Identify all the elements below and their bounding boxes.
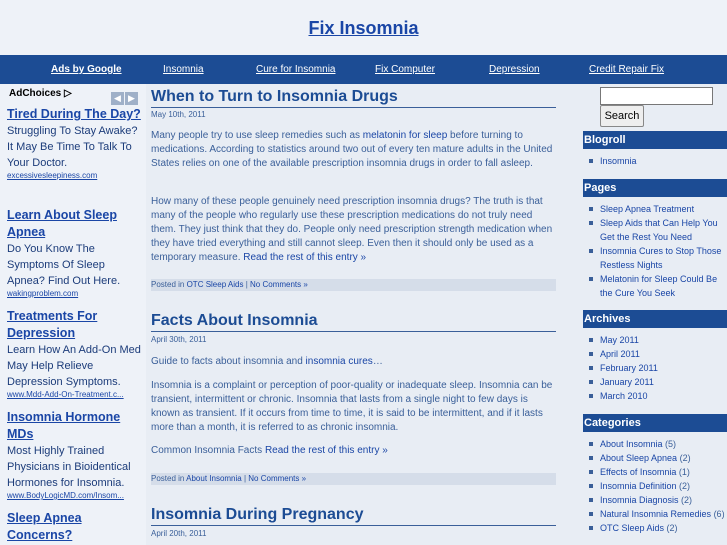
ad-description: Learn How An Add-On Med May Help Relieve Depression Symptoms. (7, 344, 141, 388)
post-text: Common Insomnia Facts (151, 445, 265, 456)
ad-description: Most Highly Trained Physicians in Bioidentical Hormones for Insomnia. (7, 445, 131, 489)
category-link[interactable]: OTC Sleep Aids (186, 280, 244, 289)
nav-link-insomnia[interactable]: Insomnia (163, 64, 204, 75)
ad-url[interactable]: excessivesleepiness.com (7, 171, 98, 180)
page-link[interactable]: Insomnia Cures to Stop Those Restless Nights (600, 246, 722, 270)
category-count: (2) (678, 495, 693, 505)
post-paragraph (151, 129, 556, 171)
archive-link[interactable]: February 2011 (600, 363, 658, 373)
categories-list (583, 437, 727, 535)
archive-link[interactable]: May 2011 (600, 335, 639, 345)
insomnia-cures-link[interactable]: insomnia cures (305, 356, 373, 367)
post-title[interactable]: When to Turn to Insomnia Drugs (151, 88, 556, 108)
ad-url[interactable]: www.BodyLogicMD.com/Insom... (7, 491, 124, 500)
post-text: Many people try to use sleep remedies such as (151, 130, 363, 141)
post-text: How many of these people genuinely need prescription insomnia drugs? The truth is that many of the people who regularly use these prescription medications do not truly need them. They just think that they do. People only need prescription strength medication when they have tried everything and still cannot sleep. Even then it should only be used as a temporary measure. (151, 196, 553, 263)
ad-url[interactable]: www.Mdd-Add-On-Treatment.c... (7, 390, 124, 399)
ad-prev-icon[interactable]: ◀ (111, 92, 124, 105)
archive-link[interactable]: January 2011 (600, 377, 654, 387)
list-item (583, 451, 727, 465)
archive-link[interactable]: April 2011 (600, 349, 640, 359)
ad-item (7, 510, 145, 544)
category-count: (2) (676, 481, 691, 491)
category-link[interactable]: Natural Insomnia Remedies (600, 509, 712, 519)
search-input[interactable] (600, 87, 713, 105)
nav-link-fix-computer[interactable]: Fix Computer (375, 64, 436, 75)
post-paragraph: Insomnia is a complaint or perception of poor-quality or inadequate sleep. Insomnia can be transient, intermittent or chronic. Insomnia that lasts from a single night to few days is known as transient. If it occurs from time to time, it is said to be intermittent, and if it lasts more than a month, it is referred to as chronic insomnia. (151, 380, 553, 433)
ad-title[interactable]: Treatments For Depression (7, 309, 98, 340)
post-text: Guide to facts about insomnia and (151, 356, 306, 367)
category-count: (2) (664, 523, 678, 533)
category-count: (6) (711, 509, 725, 519)
list-item (583, 216, 727, 244)
category-link[interactable]: Effects of Insomnia (600, 467, 677, 477)
category-count: (1) (676, 467, 690, 477)
archive-link[interactable]: March 2010 (600, 391, 648, 401)
meta-prefix: Posted in (151, 474, 187, 483)
nav-link-credit-repair-fix[interactable]: Credit Repair Fix (589, 64, 665, 75)
post-text: … (372, 356, 383, 367)
nav-link-cure-for-insomnia[interactable]: Cure for Insomnia (256, 64, 336, 75)
ad-item (7, 409, 145, 500)
ad-title[interactable]: Insomnia Hormone MDs (7, 410, 121, 441)
post-date: April 20th, 2011 (151, 529, 207, 538)
list-item (583, 493, 727, 507)
adchoices-icon: ▷ (64, 88, 72, 99)
archives-list (583, 333, 727, 403)
categories-title: Categories (583, 414, 727, 432)
ad-title[interactable]: Sleep Apnea Concerns? (7, 511, 82, 542)
read-more-link[interactable]: Read the rest of this entry » (243, 252, 367, 263)
post-date: May 10th, 2011 (151, 110, 206, 119)
list-item (583, 389, 727, 403)
melatonin-link[interactable]: melatonin for sleep (362, 130, 448, 141)
page-link[interactable]: Melatonin for Sleep Could Be the Cure You Seek (600, 274, 718, 298)
post-title[interactable]: Facts About Insomnia (151, 312, 556, 332)
post-meta (151, 473, 556, 485)
ad-item (7, 207, 145, 298)
list-item (583, 479, 727, 493)
ad-item (7, 106, 145, 180)
category-count: (5) (662, 439, 677, 449)
list-item (583, 347, 727, 361)
archives-title: Archives (583, 310, 727, 328)
list-item (583, 437, 727, 451)
post-text: before turning to medications. According to statistics around two out of every ten mature adults in the United States relies on one of the available prescription insomnia drugs in order to fall asleep. (151, 130, 553, 169)
ad-arrows (111, 88, 139, 106)
list-item (583, 154, 727, 168)
ad-description: Struggling To Stay Awake? It May Be Time To Talk To Your Doctor. (7, 125, 138, 169)
category-link[interactable]: About Insomnia (186, 474, 242, 483)
list-item (583, 244, 727, 272)
page-link[interactable]: Sleep Apnea Treatment (600, 204, 695, 214)
post-date: April 30th, 2011 (151, 335, 207, 344)
nav-link-depression[interactable]: Depression (489, 64, 540, 75)
category-link[interactable]: About Insomnia (600, 439, 663, 449)
list-item (583, 465, 727, 479)
comments-link[interactable]: No Comments » (248, 474, 307, 483)
search-button[interactable]: Search (600, 105, 644, 127)
post-paragraph (151, 444, 556, 458)
comments-link[interactable]: No Comments » (250, 280, 308, 289)
category-link[interactable]: Insomnia Definition (600, 481, 677, 491)
pages-list (583, 202, 727, 300)
meta-prefix: Posted in (151, 280, 187, 289)
ad-title[interactable]: Learn About Sleep Apnea (7, 208, 117, 239)
meta-separator: | (241, 474, 249, 483)
blogroll-link[interactable]: Insomnia (600, 156, 637, 166)
site-title[interactable]: Fix Insomnia (308, 18, 419, 38)
ads-by-google-link[interactable]: Ads by Google (51, 64, 122, 75)
list-item (583, 507, 727, 521)
post-paragraph (151, 355, 556, 369)
category-count: (2) (677, 453, 691, 463)
category-link[interactable]: OTC Sleep Aids (600, 523, 665, 533)
ad-url[interactable]: wakingproblem.com (7, 289, 79, 298)
meta-separator: | (243, 280, 251, 289)
read-more-link[interactable]: Read the rest of this entry » (264, 445, 388, 456)
ad-next-icon[interactable]: ▶ (125, 92, 138, 105)
category-link[interactable]: Insomnia Diagnosis (600, 495, 679, 505)
post-title[interactable]: Insomnia During Pregnancy (151, 506, 556, 526)
ad-title[interactable]: Tired During The Day? (7, 107, 141, 121)
site-header (0, 0, 727, 56)
post-paragraph (151, 195, 556, 265)
ad-item (7, 308, 145, 399)
post-meta (151, 279, 556, 291)
list-item (583, 361, 727, 375)
top-nav (0, 55, 727, 84)
page-link[interactable]: Sleep Aids that Can Help You Get the Rest You Need (600, 218, 718, 242)
list-item (583, 202, 727, 216)
ad-description: Do You Know The Symptoms Of Sleep Apnea? Find Out Here. (7, 243, 121, 287)
ads-column (0, 84, 146, 545)
list-item (583, 272, 727, 300)
category-link[interactable]: About Sleep Apnea (600, 453, 678, 463)
adchoices-link[interactable] (9, 88, 72, 99)
adchoices-label: AdChoices (9, 88, 62, 99)
blogroll-title: Blogroll (583, 131, 727, 149)
list-item (583, 375, 727, 389)
pages-title: Pages (583, 179, 727, 197)
list-item (583, 333, 727, 347)
list-item (583, 521, 727, 535)
blogroll-list (583, 154, 727, 168)
